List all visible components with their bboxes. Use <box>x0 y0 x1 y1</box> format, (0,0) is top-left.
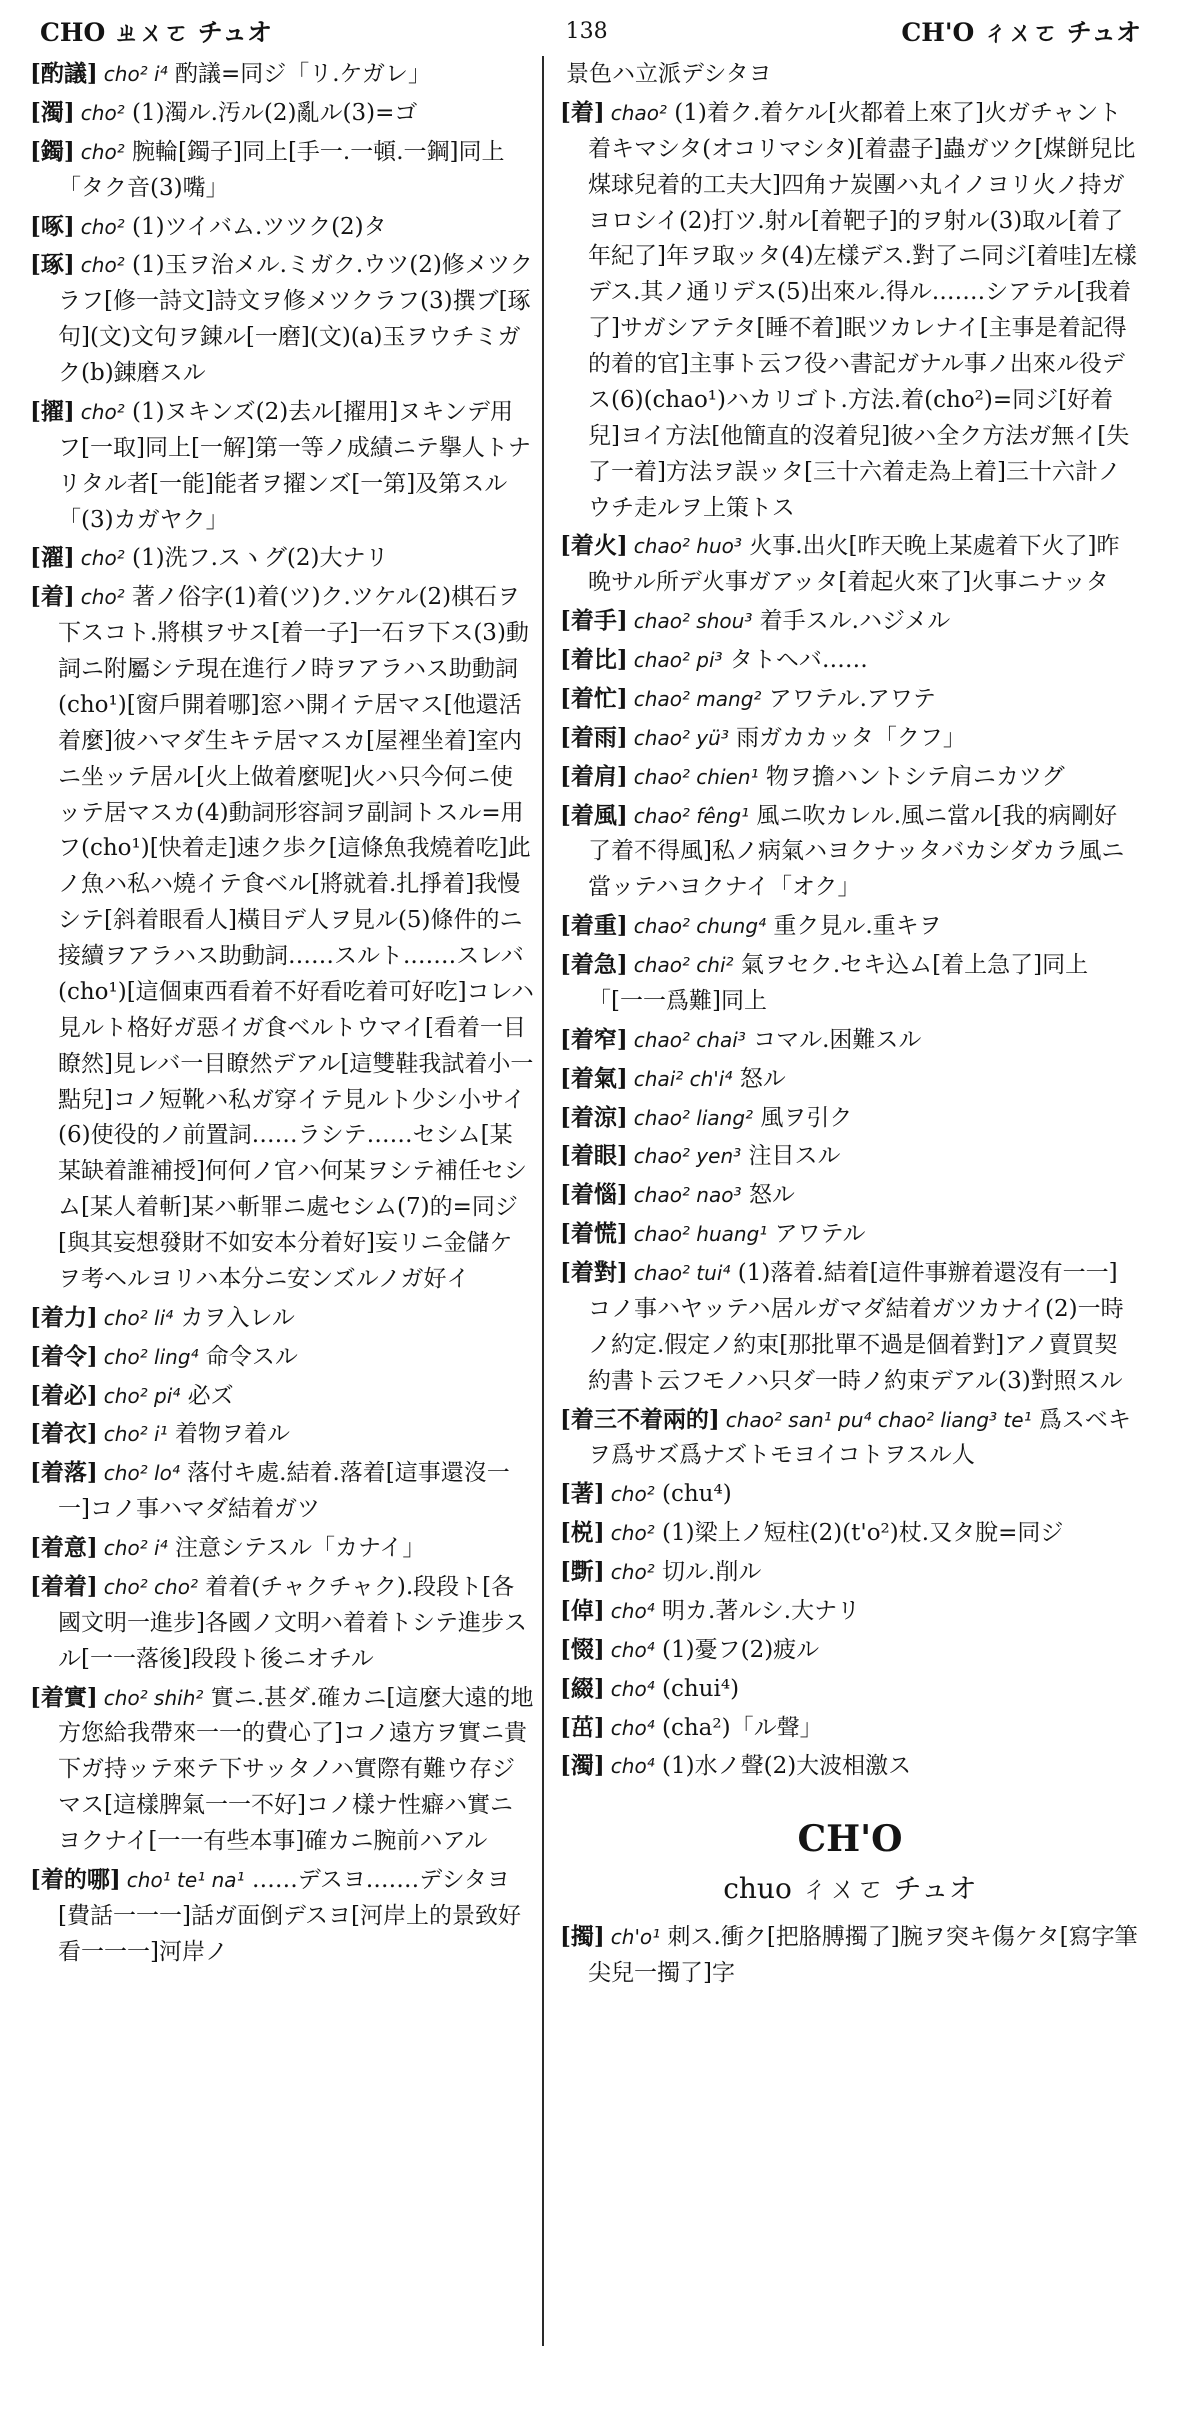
entry-romanization: cho² <box>80 399 125 424</box>
header-left: CHO ㄓㄨㄛ チュオ <box>40 18 272 47</box>
right-entries <box>560 56 1140 1785</box>
entry-definition: 火事.出火[昨天晚上某處着下火了]昨晩サル所デ火事ガアッタ[着起火來了]火事ニナッタ <box>588 533 1120 596</box>
entry-definition: 着着(チャクチャク).段段ト[各國文明一進步]各國ノ文明ハ着着トシテ進步スル[一一落後]段段ト後ニオチル <box>58 1573 527 1672</box>
entry-definition: (1)梁上ノ短柱(2)(t'o²)杖.又タ脫=同ジ <box>662 1520 1064 1547</box>
entry-headword: [着火] <box>560 532 628 560</box>
dictionary-entry <box>30 95 535 132</box>
entry-definition: 刺ス.衝ク[把胳膊擉了]腕ヲ突キ傷ケタ[寫字筆尖兒一擉了]字 <box>588 1924 1138 1986</box>
entry-romanization: chao² huang¹ <box>633 1222 768 1247</box>
entry-headword: [著] <box>560 1480 605 1508</box>
entry-headword: [着必] <box>30 1381 98 1409</box>
entry-headword: [着] <box>560 98 605 126</box>
entry-definition: 着手スル.ハジメル <box>759 608 951 635</box>
dictionary-entry <box>30 579 535 1298</box>
entry-definition: 氣ヲセク.セキ込ム[着上急了]同上「[一一爲難]同上 <box>588 952 1089 1014</box>
entry-romanization: cho² shih² <box>103 1685 204 1710</box>
entry-definition: (1)ヌキンズ(2)去ル[擢用]ヌキンデ用フ[一取]同上[一解]第一等ノ成績ニテ擧人トナリタル者[一能]能者ヲ擢ンズ[一第]及第スル「(3)カガヤク」 <box>58 398 531 533</box>
entry-romanization: cho² ling⁴ <box>103 1344 199 1369</box>
entry-romanization: chao² chi² <box>633 953 734 977</box>
entry-romanization: chao² san¹ pu⁴ chao² liang³ te¹ <box>725 1407 1032 1432</box>
entry-headword: [着三不着兩的] <box>560 1405 720 1433</box>
dictionary-entry <box>30 1680 535 1860</box>
dictionary-entry <box>30 394 535 539</box>
dictionary-entry <box>560 1554 1140 1591</box>
entry-headword: [濁] <box>560 1752 605 1780</box>
entry-romanization: cho² <box>80 100 125 125</box>
entry-romanization: chao² tui⁴ <box>633 1261 731 1285</box>
entry-headword: [着比] <box>560 646 628 673</box>
dictionary-entry <box>30 1569 535 1678</box>
entry-headword: [濁] <box>30 98 75 126</box>
entry-headword: [擢] <box>30 397 75 425</box>
dictionary-entry <box>560 1515 1140 1552</box>
entry-definition: 怒ル <box>739 1065 786 1092</box>
entry-romanization: chao² huo³ <box>633 534 742 559</box>
entry-headword: [着意] <box>30 1534 98 1561</box>
entry-romanization: cho² <box>610 1521 655 1546</box>
entry-headword: [着涼] <box>560 1103 628 1131</box>
entry-romanization: cho⁴ <box>610 1754 655 1779</box>
entry-headword: [着窄] <box>560 1025 628 1053</box>
entry-headword: [鐲] <box>30 137 75 165</box>
entry-romanization: chao² fêng¹ <box>633 803 750 828</box>
dictionary-entry <box>560 528 1140 601</box>
entry-headword: [着] <box>30 583 75 611</box>
dictionary-entry <box>560 1710 1140 1747</box>
dictionary-entry <box>560 1022 1140 1059</box>
entry-headword: [棁] <box>560 1519 605 1547</box>
entry-headword: [着對] <box>560 1259 628 1286</box>
entry-headword: [着的哪] <box>30 1865 121 1893</box>
final-entry <box>560 1919 1140 1992</box>
dictionary-entry <box>560 681 1140 718</box>
dictionary-entry <box>30 56 535 93</box>
dictionary-entry <box>560 1476 1140 1513</box>
entry-headword: [着雨] <box>560 723 628 751</box>
entry-definition: 必ズ <box>187 1382 234 1409</box>
dictionary-entry <box>30 1378 535 1415</box>
entry-headword: [着慌] <box>560 1220 628 1248</box>
entry-headword: [着忙] <box>560 684 628 712</box>
entry-definition: (cha²)「ル聲」 <box>662 1714 823 1741</box>
entry-definition: アワテル.アワテ <box>768 685 936 712</box>
entry-definition: (1)濁ル.汚ル(2)亂ル(3)=ゴ <box>132 99 418 126</box>
entry-romanization: chao² pi³ <box>633 648 723 672</box>
entry-headword: [着肩] <box>560 762 628 790</box>
entry-definition: (1)水ノ聲(2)大波相激ス <box>662 1753 912 1780</box>
dictionary-entry <box>30 1530 535 1567</box>
entry-romanization: chao² <box>610 100 667 125</box>
entry-headword: [斲] <box>560 1558 605 1585</box>
dictionary-entry <box>560 1748 1140 1785</box>
dictionary-entry <box>30 1416 535 1453</box>
entry-romanization: cho² <box>610 1482 655 1507</box>
dictionary-entry <box>560 1593 1140 1630</box>
entry-romanization: cho² <box>80 214 125 239</box>
entry-definition: (1)洗フ.スヽグ(2)大ナリ <box>132 545 389 572</box>
entry-definition: コマル.困難スル <box>753 1026 922 1053</box>
dictionary-entry <box>560 1216 1140 1253</box>
dictionary-entry <box>30 1862 535 1971</box>
entry-definition: (1)着ク.着ケル[火都着上來了]火ガチャント着キマシタ(オコリマシタ)[着盡子]蟲ガツク[煤餅兒比煤球兒着的工夫大]四角ナ炭團ハ丸イノヨリ火ノ持ガヨロシイ(2)打ツ.射ル[着靶子]的ヲ射ル(3)取ル[着了年紀了]年ヲ取ッタ(4)左樣デス.對了ニ同ジ[着哇]左樣デス.其ノ通リデス(5)出來ル.得ル.……シアテル[我着了]サガシアテタ[睡不着]眠ツカレナイ[主事是着記得的着的官]主事ト云フ役ハ書記ガナル事ノ出來ル役デス(6)(chao¹)ハカリゴト.方法.着(cho²)=同ジ[好着兒]ヨイ方法[他簡直的沒着兒]彼ハ全ク方法ガ無イ[失了一着]方法ヲ誤ッタ[三十六着走為上着]三十六計ノウチ走ルヲ上策トス <box>588 99 1137 521</box>
right-column <box>560 56 1140 2346</box>
entry-romanization: cho⁴ <box>610 1598 655 1623</box>
entry-definition: 注意シテスル「カナイ」 <box>174 1535 426 1561</box>
dictionary-entry <box>30 1455 535 1528</box>
entry-headword: [濯] <box>30 544 75 572</box>
dictionary-entry <box>560 1402 1140 1475</box>
entry-definition: 重ク見ル.重キヲ <box>773 913 942 940</box>
dictionary-entry <box>560 1671 1140 1708</box>
entry-romanization: chao² yü³ <box>633 725 729 750</box>
entry-definition: 酌議=同ジ「リ.ケガレ」 <box>174 61 432 87</box>
entry-definition: 怒ル <box>748 1182 795 1209</box>
entry-definition: 注目スル <box>748 1143 841 1170</box>
entry-definition: ……デスヨ.……デシタヨ[費話一一一]話ガ面倒デスヨ[河岸上的景致好看一一一]河岸ノ <box>58 1866 521 1965</box>
columns <box>30 56 1168 2346</box>
section-title: CH'O <box>797 1818 903 1861</box>
entry-headword: [着急] <box>560 951 628 978</box>
entry-romanization: cho² <box>80 139 125 164</box>
entry-definition: 腕輪[鐲子]同上[手一.一頓.一鋼]同上「タク音(3)嘴」 <box>58 138 505 201</box>
entry-headword: [啄] <box>30 212 75 240</box>
entry-definition: (1)玉ヲ治メル.ミガク.ウツ(2)修メツクラフ[修一詩文]詩文ヲ修メツクラフ(3)撰ブ[琢句](文)文句ヲ錬ル[一磨](文)(a)玉ヲウチミガク(b)錬磨スル <box>58 252 533 386</box>
entry-romanization: cho² <box>80 585 125 610</box>
entry-headword: [着惱] <box>560 1181 628 1209</box>
section-heading <box>560 1811 1140 1911</box>
entry-romanization: chao² nao³ <box>633 1183 742 1208</box>
entry-definition: (1)ツイバム.ツツク(2)タ <box>132 213 387 240</box>
entry-definition: 爲スベキヲ爲サズ爲ナズトモヨイコトヲスル人 <box>588 1406 1131 1469</box>
entry-romanization: chai² ch'i⁴ <box>633 1066 733 1091</box>
dictionary-entry <box>560 56 1140 93</box>
entry-romanization: cho¹ te¹ na¹ <box>126 1867 245 1892</box>
entry-headword: [着着] <box>30 1572 98 1600</box>
entry-headword: [着眼] <box>560 1142 628 1170</box>
entry-romanization: cho² pi⁴ <box>103 1383 181 1408</box>
dictionary-entry <box>560 1100 1140 1137</box>
entry-headword: [琢] <box>30 251 75 279</box>
dictionary-entry <box>560 1177 1140 1214</box>
entry-definition: 景色ハ立派デシタヨ <box>566 61 772 87</box>
page-number: 138 <box>565 18 608 44</box>
dictionary-entry <box>560 908 1140 945</box>
dictionary-entry <box>560 1138 1140 1175</box>
entry-headword: [着氣] <box>560 1064 628 1092</box>
dictionary-entry <box>30 540 535 577</box>
dictionary-entry <box>30 1339 535 1376</box>
dictionary-entry <box>560 1061 1140 1098</box>
entry-romanization: cho² i⁴ <box>103 1536 168 1560</box>
dictionary-entry <box>560 947 1140 1020</box>
entry-definition: タトヘバ…… <box>729 647 868 673</box>
entry-romanization: cho² <box>80 253 125 278</box>
entry-headword: [着手] <box>560 607 628 635</box>
entry-definition: 明カ.著ルシ.大ナリ <box>662 1597 861 1624</box>
entry-definition: 物ヲ擔ハントシテ肩ニカツグ <box>765 763 1065 790</box>
left-column <box>30 56 535 2346</box>
entry-definition: 著ノ俗字(1)着(ツ)ク.ツケル(2)棋石ヲ下スコト.將棋ヲサス[着一子]一石ヲ下ス(3)動詞ニ附屬シテ現在進行ノ時ヲアラハス助動詞(cho¹)[窗戶開着哪]窓ハ開イテ居マス[他還活着麼]彼ハマダ生キテ居マスカ[屋裡坐着]室内ニ坐ッテ居ル[火上做着麼呢]火ハ只今何ニ使ッテ居マスカ(4)動詞形容詞ヲ副詞トスル=用フ(cho¹)[快着走]速ク歩ク[這條魚我燒着吃]此ノ魚ハ私ハ燒イテ食ベル[將就着.扎掙着]我慢シテ[斜着眼看人]橫目デ人ヲ見ル(5)條件的ニ接續ヲアラハス助動詞……スルト.……スレバ(cho¹)[這個東西看着不好看吃着可好吃]コレハ見ルト格好ガ惡イガ食ベルトウマイ[看着一目瞭然]見レバ一目瞭然デアル[這雙鞋我試着小一點兒]コノ短靴ハ私ガ穿イテ見ルト少シ小サイ(6)使役的ノ前置詞……ラシテ……セシム[某某缺着誰補授]何何ノ官ハ何某ヲシテ補任セシム[某人着斬]某ハ斬罪ニ處セシム(7)的=同ジ[與其妄想發財不如安本分着好]妄リニ金儲ケヲ考ヘルヨリハ本分ニ安ンズルノガ好イ <box>58 584 535 1292</box>
entry-definition: アワテル <box>774 1221 866 1248</box>
entry-definition: 着物ヲ着ル <box>174 1421 290 1448</box>
section-subtitle: chuo ㄔㄨㄛ チュオ <box>723 1872 977 1906</box>
entry-headword: [着落] <box>30 1459 98 1487</box>
entry-romanization: cho² cho² <box>103 1574 198 1599</box>
entry-definition: 落付キ處.結着.落着[這事還沒一一]コノ事ハマダ結着ガツ <box>58 1460 510 1523</box>
column-divider <box>542 56 544 2346</box>
dictionary-entry <box>30 247 535 392</box>
entry-definition: 切ル.削ル <box>662 1559 762 1585</box>
entry-romanization: cho² li⁴ <box>103 1305 174 1330</box>
entry-headword: [茁] <box>560 1713 605 1741</box>
entry-romanization: cho² i⁴ <box>103 62 168 86</box>
entry-romanization: chao² chai³ <box>633 1027 746 1052</box>
dictionary-entry <box>560 1255 1140 1400</box>
entry-headword: [着力] <box>30 1303 98 1331</box>
entry-headword: [着衣] <box>30 1420 98 1448</box>
entry-definition: (1)憂フ(2)疲ル <box>662 1636 820 1663</box>
entry-romanization: cho⁴ <box>610 1715 655 1740</box>
entry-definition: カヲ入レル <box>180 1304 295 1331</box>
entry-headword: [綴] <box>560 1674 605 1702</box>
dictionary-entry <box>560 720 1140 757</box>
dictionary-entry <box>30 1300 535 1337</box>
entry-headword: [着令] <box>30 1342 98 1370</box>
entry-definition: (1)落着.結着[這件事辦着還沒有一一]コノ事ハヤッテハ居ルガマダ結着ガツカナイ(2)一時ノ約定.假定ノ約束[那批單不過是個着對]アノ賣買契約書ト云フモノハ只ダ一時ノ約束デアル(3)對照スル <box>588 1260 1124 1394</box>
dictionary-entry <box>560 759 1140 796</box>
entry-headword: [倬] <box>560 1596 605 1624</box>
entry-definition: 實ニ.甚ダ.確カニ[這麼大遠的地方您給我帶來一一的費心了]コノ遠方ヲ實ニ貴下ガ持ッテ來テ下サッタノハ實際有難ウ存ジマス[這樣脾氣一一不好]コノ樣ナ性癖ハ實ニヨクナイ[一一有些本事]確カニ腕前ハアル <box>58 1684 534 1854</box>
dictionary-entry <box>560 642 1140 679</box>
entry-definition: 命令スル <box>205 1343 298 1370</box>
entry-headword: [惙] <box>560 1635 605 1663</box>
dictionary-entry <box>560 95 1140 527</box>
entry-definition: 風ヲ引ク <box>760 1104 853 1131</box>
entry-headword: [擉] <box>560 1923 605 1951</box>
page-header <box>40 6 1141 56</box>
entry-romanization: chao² shou³ <box>633 609 753 634</box>
entry-definition: (chu⁴) <box>662 1481 732 1508</box>
entry-headword: [着實] <box>30 1683 98 1711</box>
entry-romanization: cho² <box>80 546 125 571</box>
entry-romanization: chao² mang² <box>633 686 762 711</box>
entry-romanization: cho² lo⁴ <box>103 1461 180 1486</box>
entry-romanization: chao² liang² <box>633 1105 754 1130</box>
entry-romanization: chao² chung⁴ <box>633 914 767 939</box>
entry-romanization: chao² chien¹ <box>633 764 759 789</box>
entry-romanization: cho² i¹ <box>103 1422 168 1447</box>
dictionary-entry <box>30 209 535 246</box>
entry-romanization: chao² yen³ <box>633 1144 742 1169</box>
dictionary-entry <box>560 798 1140 907</box>
dictionary-entry <box>30 134 535 207</box>
entry-definition: 雨ガカカッタ「クフ」 <box>736 724 966 751</box>
entry-headword: [着重] <box>560 912 628 940</box>
entry-definition: (chui⁴) <box>662 1675 740 1702</box>
header-right: CH'O ㄔㄨㄛ チュオ <box>901 18 1141 47</box>
entry-romanization: ch'o¹ <box>610 1925 661 1950</box>
entry-romanization: cho² <box>610 1560 655 1584</box>
dictionary-entry <box>560 1632 1140 1669</box>
dictionary-entry <box>560 603 1140 640</box>
entry-romanization: cho⁴ <box>610 1676 655 1701</box>
entry-romanization: cho⁴ <box>610 1637 655 1662</box>
entry-headword: [着風] <box>560 801 628 829</box>
entry-definition: 風ニ吹カレル.風ニ當ル[我的病剛好了着不得風]私ノ病氣ハヨクナッタバカシダカラ風ニ當ッテハヨクナイ「オク」 <box>588 802 1125 901</box>
entry-headword: [酌議] <box>30 60 98 87</box>
